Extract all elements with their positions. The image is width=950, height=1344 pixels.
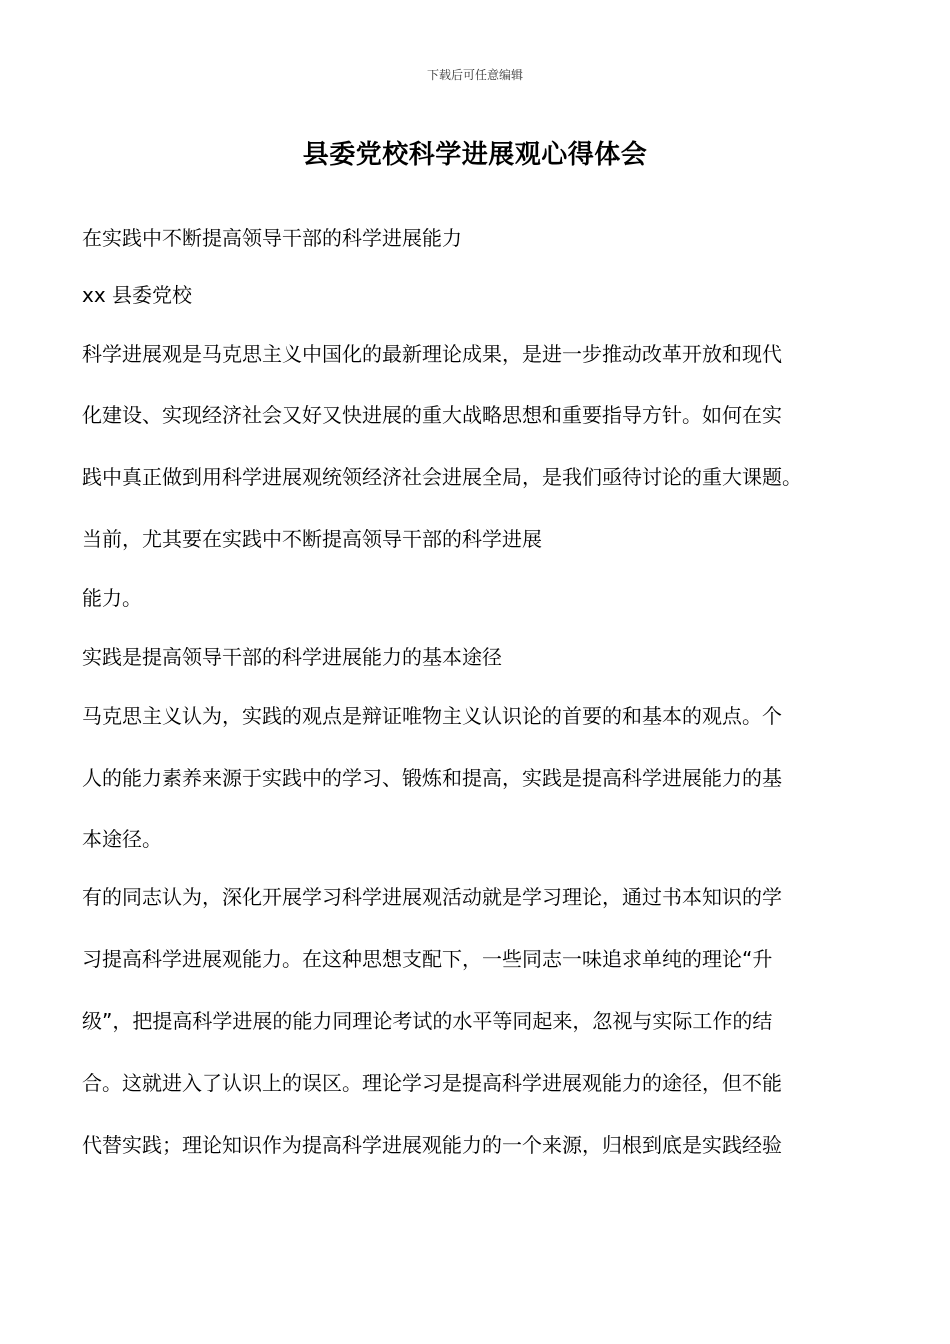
document-title: 县委党校科学进展观心得体会 xyxy=(302,140,648,170)
body-line: 级”，把提高科学进展的能力同理论考试的水平等同起来，忽视与实际工作的结 xyxy=(82,1009,773,1033)
body-line: 有的同志认为，深化开展学习科学进展观活动就是学习理论，通过书本知识的学 xyxy=(82,885,782,909)
body-line: 科学进展观是马克思主义中国化的最新理论成果，是进一步推动改革开放和现代 xyxy=(82,342,782,366)
body-line: 践中真正做到用科学进展观统领经济社会进展全局，是我们亟待讨论的重大课题。 xyxy=(82,465,802,489)
subtitle-line: 在实践中不断提高领导干部的科学进展能力 xyxy=(82,226,462,250)
body-line: 代替实践；理论知识作为提高科学进展观能力的一个来源，归根到底是实践经验 xyxy=(82,1133,782,1157)
body-line: 马克思主义认为，实践的观点是辩证唯物主义认识论的首要的和基本的观点。个 xyxy=(82,704,782,728)
body-line: 当前，尤其要在实践中不断提高领导干部的科学进展 xyxy=(82,527,542,551)
author-line: xx 县委党校 xyxy=(82,283,193,307)
body-line: 本途径。 xyxy=(82,827,162,851)
body-line: 化建设、实现经济社会又好又快进展的重大战略思想和重要指导方针。如何在实 xyxy=(82,403,782,427)
body-line: 合。这就进入了认识上的误区。理论学习是提高科学进展观能力的途径，但不能 xyxy=(82,1071,782,1095)
body-line: 能力。 xyxy=(82,586,142,610)
section-heading: 实践是提高领导干部的科学进展能力的基本途径 xyxy=(82,645,502,669)
body-line: 习提高科学进展观能力。在这种思想支配下，一些同志一味追求单纯的理论“升 xyxy=(82,947,773,971)
body-line: 人的能力素养来源于实践中的学习、锻炼和提高，实践是提高科学进展能力的基 xyxy=(82,766,782,790)
header-note: 下载后可任意编辑 xyxy=(426,68,523,82)
